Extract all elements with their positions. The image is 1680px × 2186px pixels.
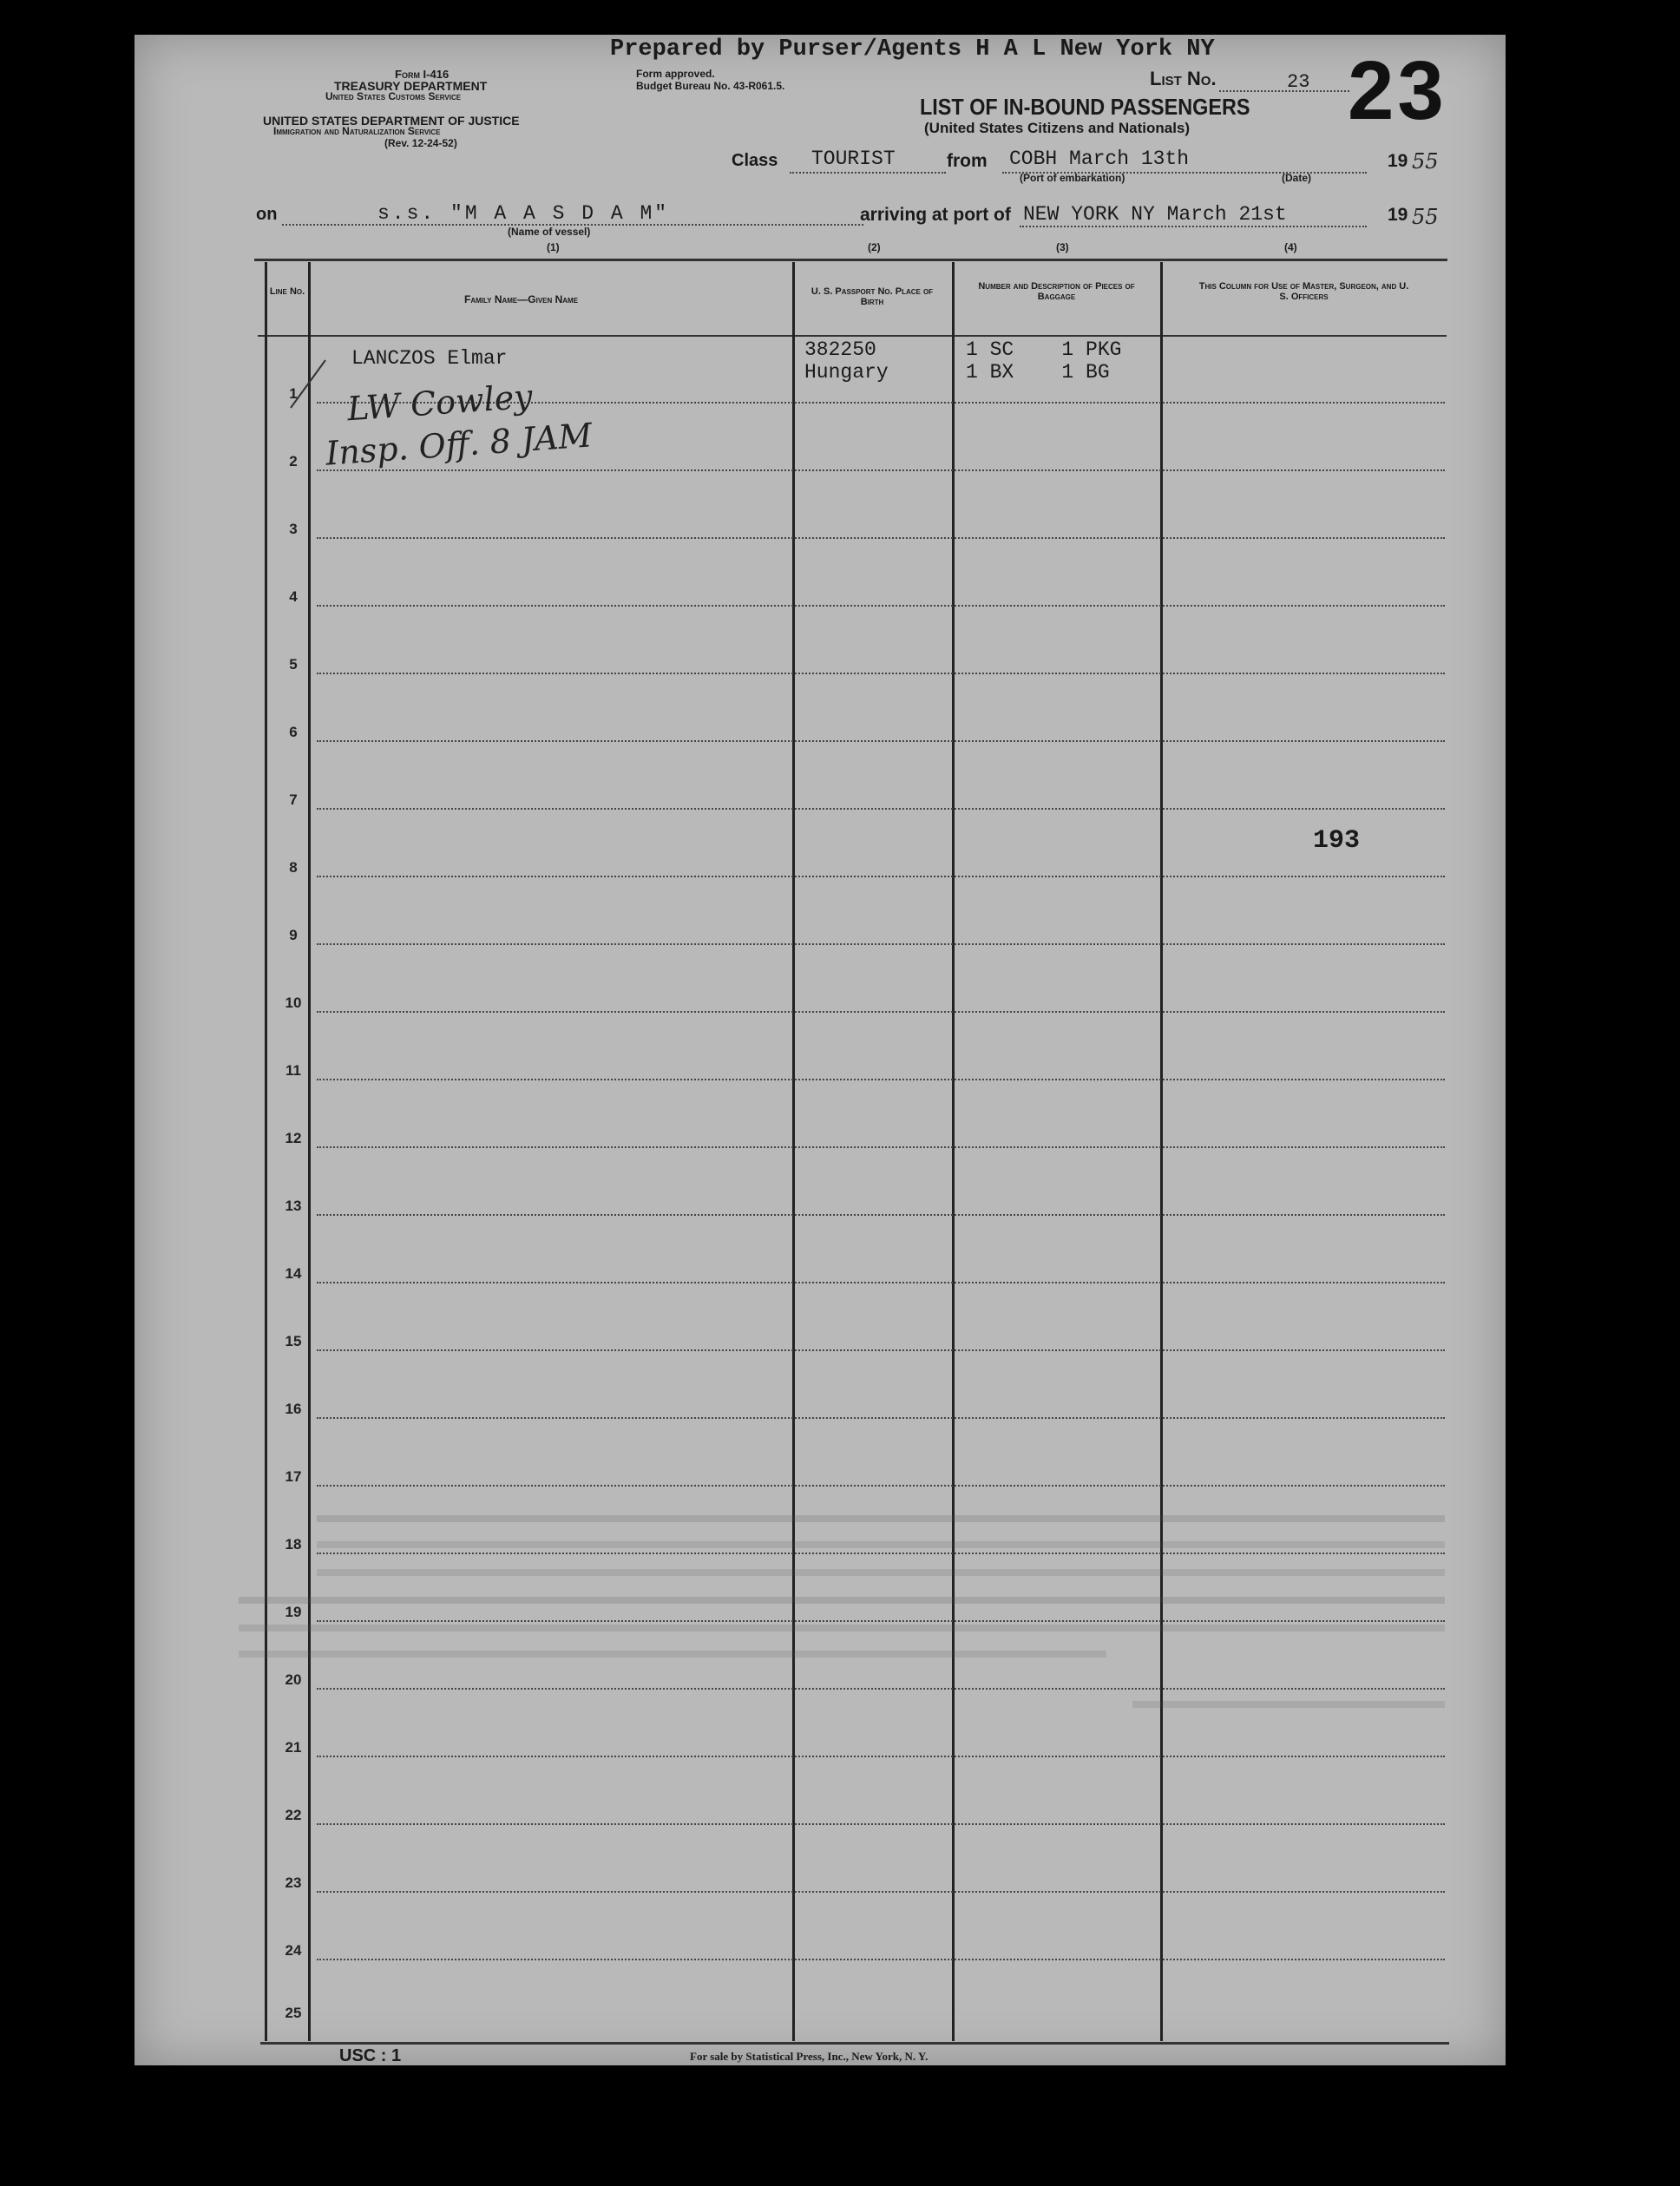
table-top-border — [254, 259, 1447, 261]
row-number: 5 — [289, 656, 298, 673]
row-number: 24 — [285, 1942, 302, 1959]
row-line — [317, 1011, 1445, 1013]
class-value: TOURIST — [811, 148, 896, 170]
row-line — [317, 1620, 1445, 1622]
baggage-line-2: 1 BX 1 BG — [966, 361, 1110, 384]
year-prefix: 19 — [1388, 151, 1408, 171]
row-line — [317, 1214, 1445, 1216]
arrive-year-prefix: 19 — [1388, 205, 1408, 225]
prepared-by: Prepared by Purser/Agents H A L New York NY — [610, 36, 1215, 62]
row-number: 3 — [289, 521, 298, 537]
row-line — [317, 469, 1445, 471]
arrive-year-suffix: 55 — [1412, 205, 1439, 229]
row-line — [317, 740, 1445, 742]
ghost-line — [317, 1541, 1445, 1548]
ghost-line — [239, 1625, 1445, 1631]
row-line — [317, 1891, 1445, 1893]
class-label: Class — [732, 151, 778, 170]
row-line — [317, 808, 1445, 810]
from-label: from — [947, 151, 988, 171]
passport-number: 382250 — [804, 338, 876, 361]
row-line — [317, 605, 1445, 607]
list-no-label: List No. — [1150, 68, 1217, 89]
class-line — [790, 172, 946, 174]
row-line — [317, 537, 1445, 539]
row-number: 2 — [289, 453, 298, 469]
row-number: 12 — [285, 1130, 302, 1146]
rev-date: (Rev. 12-24-52) — [384, 137, 457, 149]
row-line — [317, 1553, 1445, 1554]
row-line — [317, 1688, 1445, 1690]
row-number: 17 — [285, 1468, 302, 1485]
row-number: 15 — [285, 1333, 302, 1349]
row-number: 22 — [285, 1807, 302, 1823]
row-number: 9 — [289, 927, 298, 943]
budget-bureau: Budget Bureau No. 43-R061.5. — [636, 80, 785, 92]
row-number: 13 — [285, 1198, 302, 1214]
row-line — [317, 1417, 1445, 1419]
row-number: 25 — [285, 2005, 302, 2021]
on-label: on — [256, 205, 278, 224]
row-line — [317, 673, 1445, 674]
header-officers: This Column for Use of Master, Surgeon, and U. S. Officers — [1198, 281, 1409, 302]
pen-stroke — [265, 356, 334, 425]
list-number-large: 23 — [1348, 44, 1447, 137]
list-no-line — [1219, 90, 1349, 92]
row-line — [317, 1146, 1445, 1148]
row-number: 18 — [285, 1536, 302, 1553]
column-ref-3: (3) — [1056, 241, 1069, 253]
row-line — [317, 1282, 1445, 1283]
row-line — [317, 943, 1445, 945]
passenger-name: LANCZOS Elmar — [351, 347, 508, 370]
row-line — [317, 1756, 1445, 1757]
row-number: 4 — [289, 588, 298, 605]
ins-service: Immigration and Naturalization Service — [273, 125, 441, 137]
row-line — [317, 1079, 1445, 1080]
column-ref-4: (4) — [1284, 241, 1297, 253]
list-no-value: 23 — [1287, 71, 1310, 93]
manifest-page — [135, 35, 1506, 2065]
arriving-line — [1020, 226, 1367, 227]
row-line — [317, 1959, 1445, 1960]
row-number: 11 — [285, 1062, 301, 1079]
row-number: 8 — [289, 859, 298, 876]
ghost-line — [317, 1515, 1445, 1522]
treasury-dept: TREASURY DEPARTMENT — [334, 79, 488, 93]
column-divider — [792, 262, 795, 2041]
justice-dept: UNITED STATES DEPARTMENT OF JUSTICE — [263, 114, 520, 128]
header-passport: U. S. Passport No. Place of Birth — [810, 286, 934, 307]
ghost-line — [239, 1597, 1445, 1604]
row-number: 7 — [289, 791, 298, 808]
usc-count: USC : 1 — [339, 2046, 402, 2065]
row-number: 6 — [289, 724, 298, 740]
row-number: 20 — [285, 1671, 302, 1688]
column-ref-1: (1) — [547, 241, 560, 253]
printer-credit: For sale by Statistical Press, Inc., New York, N. Y. — [690, 2050, 929, 2063]
row-number: 14 — [285, 1265, 302, 1282]
vessel-name: s.s. "M A A S D A M" — [377, 202, 670, 225]
row-number: 19 — [285, 1604, 302, 1620]
date-caption: (Date) — [1282, 172, 1312, 184]
vessel-caption: (Name of vessel) — [508, 226, 591, 238]
page-subtitle: (United States Citizens and Nationals) — [924, 120, 1191, 136]
form-id: Form I-416 — [395, 68, 450, 81]
birthplace: Hungary — [804, 361, 889, 384]
row-line — [317, 1485, 1445, 1487]
form-approved: Form approved. — [636, 68, 715, 80]
ghost-line — [239, 1651, 1106, 1658]
column-divider — [1160, 262, 1163, 2041]
arriving-value: NEW YORK NY March 21st — [1023, 203, 1287, 226]
table-bottom-border — [260, 2042, 1449, 2045]
year-suffix: 55 — [1412, 149, 1439, 174]
inspector-title: Insp. Off. 8 JAM — [324, 416, 594, 473]
page-title: LIST OF IN-BOUND PASSENGERS — [920, 94, 1250, 120]
column-divider — [952, 262, 955, 2041]
row-line — [317, 1823, 1445, 1825]
table-left-border — [265, 262, 267, 2041]
inspector-signature: LW Cowley — [345, 377, 534, 429]
arriving-label: arriving at port of — [860, 205, 1011, 225]
table-header-border — [258, 335, 1447, 337]
row-number: 23 — [285, 1874, 302, 1891]
ghost-line — [1132, 1701, 1445, 1708]
row-number: 16 — [285, 1401, 302, 1417]
stamp-number: 193 — [1313, 826, 1361, 856]
port-embarkation-caption: (Port of embarkation) — [1020, 172, 1125, 184]
from-value: COBH March 13th — [1009, 148, 1190, 170]
row-line — [317, 1349, 1445, 1351]
row-number: 10 — [285, 995, 302, 1011]
customs-service: United States Customs Service — [325, 90, 462, 102]
ghost-line — [317, 1569, 1445, 1576]
baggage-line-1: 1 SC 1 PKG — [966, 338, 1122, 361]
row-number: 1 — [289, 385, 298, 402]
header-name: Family Name—Given Name — [464, 293, 579, 305]
row-number: 21 — [285, 1739, 302, 1756]
header-line-no: Line No. — [269, 286, 305, 297]
column-ref-2: (2) — [868, 241, 881, 253]
header-baggage: Number and Description of Pieces of Baggage — [978, 281, 1135, 302]
row-line — [317, 876, 1445, 877]
